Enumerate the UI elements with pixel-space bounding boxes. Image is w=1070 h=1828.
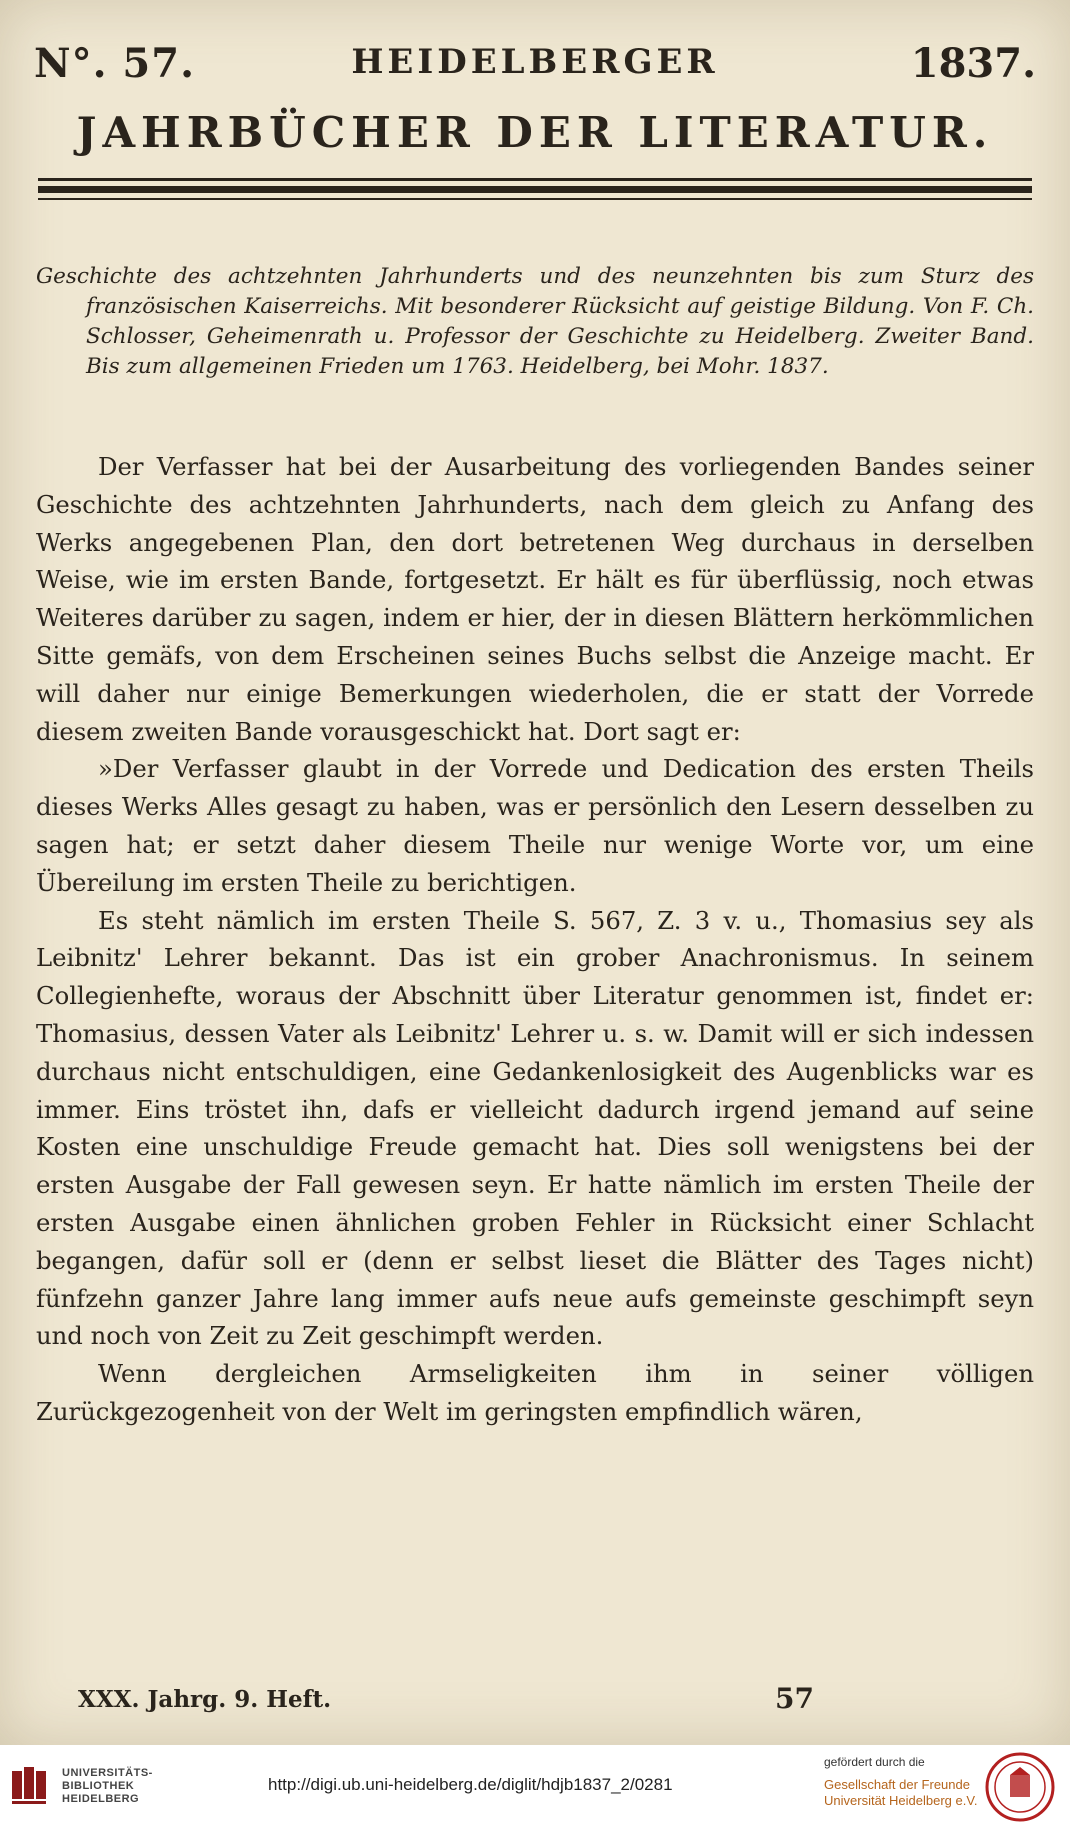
society-seal-icon [984,1751,1056,1823]
sponsor-name-line: Universität Heidelberg e.V. [824,1793,978,1808]
page-number: 57 [775,1682,814,1715]
digitization-bar [0,1745,1070,1828]
review-citation: Geschichte des achtzehnten Jahrhunderts und des neunzehnten bis zum Sturz des französischen Kaiserreichs. Mit besonderer Rücksicht auf geistige Bildung. Von F. Ch. Schlosser, Geheimenrath u. Professor der Geschichte zu Heidelberg. Zweiter Band. Bis zum allgemeinen Frieden um 1763. Heidelberg, bei Mohr. 1837. [36,264,1034,379]
library-name-line: HEIDELBERG [62,1793,140,1805]
paragraph: Der Verfasser hat bei der Ausarbeitung des vorliegenden Bandes seiner Geschichte des achtzehnten Jahrhunderts, nach dem gleich zu Anfang des Werks angegebenen Plan, den dort betretenen Weg durchaus in derselben Weise, wie im ersten Bande, fortgesetzt. Er hält es für überflüssig, noch etwas Weiteres darüber zu sagen, indem er hier, der in diesen Blättern herkömmlichen Sitte gemäfs, von dem Erscheinen seines Buchs selbst die Anzeige macht. Er will daher nur einige Bemerkungen wiederholen, die er statt der Vorrede diesem zweiten Bande vorausgeschickt hat. Dort sagt er: [36,452,1034,746]
sponsor-label: gefördert durch die [824,1755,925,1769]
page-footer [78,1682,814,1722]
library-name [62,1767,153,1806]
issue-number: N°. 57. [34,40,196,87]
library-name-line: BIBLIOTHEK [62,1780,135,1792]
library-name-line: UNIVERSITÄTS- [62,1767,153,1779]
permalink-url[interactable]: http://digi.ub.uni-heidelberg.de/diglit/hdjb1837_2/0281 [268,1775,673,1794]
journal-title: HEIDELBERGER [351,42,719,82]
masthead [34,40,1036,100]
review-heading [36,262,1034,382]
masthead-rule [38,198,1032,200]
paragraph: »Der Verfasser glaubt in der Vorrede und Dedication des ersten Theils dieses Werks Alles gesagt zu haben, was er persönlich den Lesern desselben zu sagen hat; er setzt daher diesem Theile nur wenige Worte vor, um eine Übereilung im ersten Theile zu berichtigen. [36,754,1034,897]
university-library-logo-icon [10,1763,58,1807]
paragraph: Es steht nämlich im ersten Theile S. 567, Z. 3 v. u., Thomasius sey als Leibnitz' Lehrer bekannt. Das ist ein grober Anachronismus. In seinem Collegienhefte, woraus der Abschnitt über Literatur genommen ist, findet er: Thomasius, dessen Vater als Leibnitz' Lehrer u. s. w. Damit will er sich indessen durchaus nicht entschuldigen, eine Gedankenlosigkeit des Augenblicks war es immer. Eins tröstet ihn, dafs er vielleicht dadurch irgend jemand auf seine Kosten eine unschuldige Freude gemacht hat. Dies soll wenigstens bei der ersten Ausgabe der Fall gewesen seyn. Er hatte nämlich im ersten Theile der ersten Ausgabe einen ähnlichen groben Fehler in Rücksicht einer Schlacht begangen, dafür soll er (denn er selbst lieset die Blätter des Tages nicht) fünfzehn ganzer Jahre lang immer aufs neue aufs gemeinste geschimpft seyn und noch von Zeit zu Zeit geschimpft werden. [36,905,1034,1351]
sponsor-name [824,1777,977,1809]
masthead-rule [38,186,1032,193]
masthead-rule [38,178,1032,181]
sponsor-name-line: Gesellschaft der Freunde [824,1777,970,1792]
paragraph: Wenn dergleichen Armseligkeiten ihm in seiner völligen Zurückgezogenheit von der Welt im geringsten empfindlich wären, [36,1359,1034,1426]
signature-mark: XXX. Jahrg. 9. Heft. [78,1686,332,1713]
journal-subtitle: JAHRBÜCHER DER LITERATUR. [76,108,994,157]
issue-year: 1837. [910,40,1036,87]
article-body [36,448,1034,1431]
